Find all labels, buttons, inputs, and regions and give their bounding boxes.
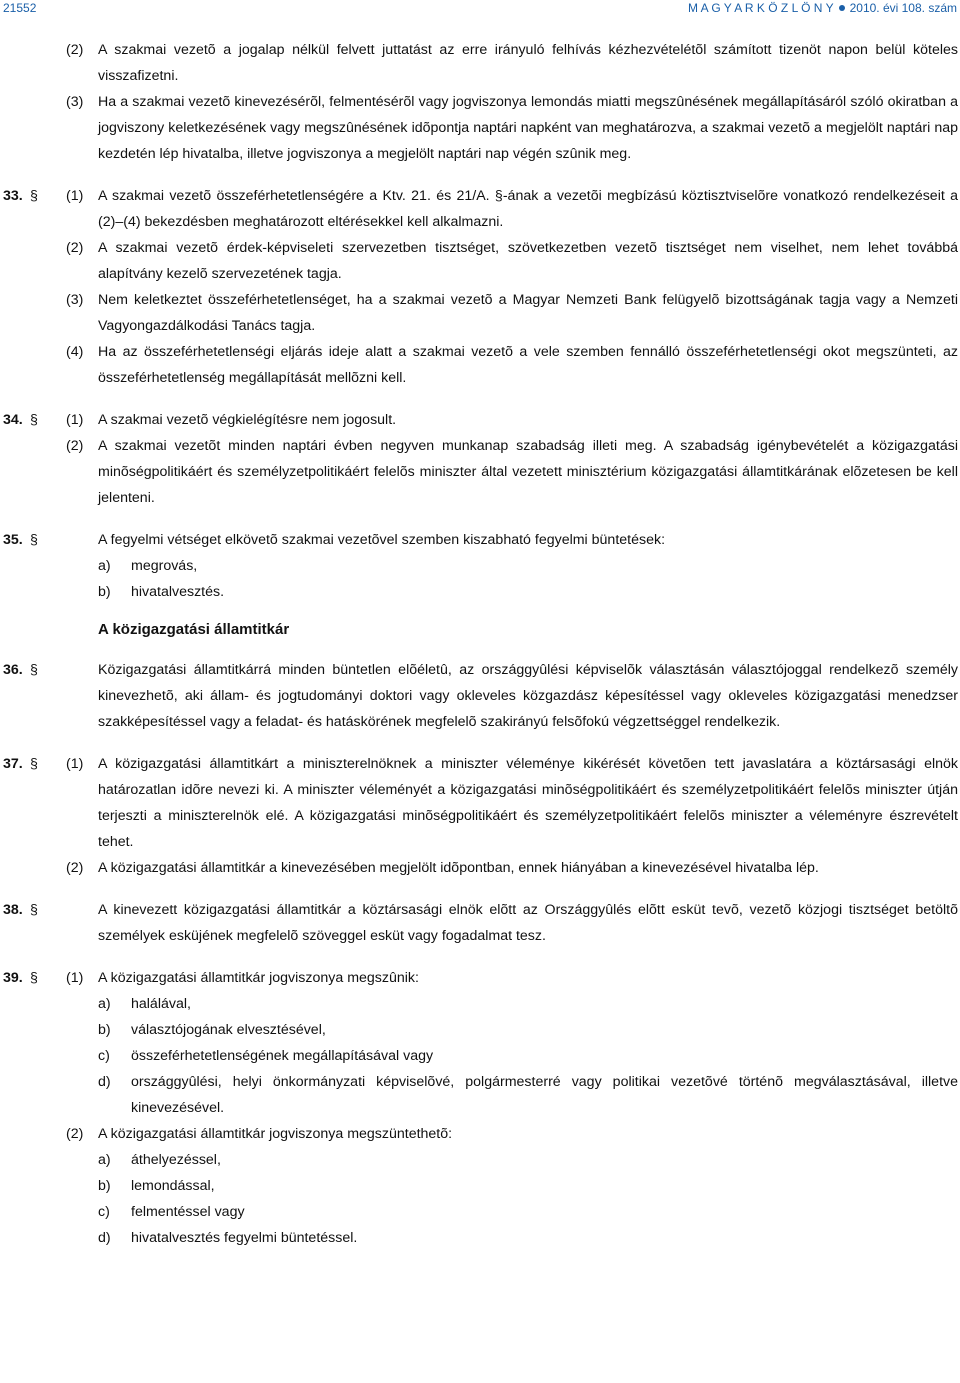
list-item [0, 1147, 960, 1173]
subsection-number: (1) [66, 412, 84, 428]
section-38 [0, 897, 960, 949]
section-33-4 [0, 339, 960, 391]
section-39-1 [0, 965, 960, 991]
journal-name: M A G Y A R K Ö Z L Ö N Y [687, 1, 834, 15]
list-text: választójogának elvesztésével, [131, 1022, 326, 1038]
section-sign: § [30, 412, 38, 428]
list-letter: d) [98, 1230, 111, 1246]
list-item [0, 1017, 960, 1043]
list-text: országgyûlési, helyi önkormányzati képviselõvé, polgármesterré vagy politikai vezetõvé történõ megválasztásával, illetve kinevezésével. [131, 1074, 958, 1116]
list-item [0, 991, 960, 1017]
subsection-number: (2) [66, 438, 84, 454]
list-letter: c) [98, 1048, 110, 1064]
section-34-1 [0, 407, 960, 433]
page-number: 21552 [3, 1, 37, 15]
section-33-2 [0, 235, 960, 287]
subsection-number: (2) [66, 860, 84, 876]
subsection-number: (1) [66, 756, 84, 772]
paragraph-text: A szakmai vezetõ a jogalap nélkül felvett juttatást az erre irányuló felhívás kézhezvételétõl számított tizenöt napon belül köteles visszafizetni. [98, 42, 958, 84]
section-35 [0, 527, 960, 553]
subsection-number: (2) [66, 240, 84, 256]
section-number: 33. [3, 188, 23, 204]
list-letter: a) [98, 996, 111, 1012]
paragraph-text: Nem keletkeztet összeférhetetlenséget, ha a szakmai vezetõ a Magyar Nemzeti Bank felügyelõ bizottságának tagja vagy a Nemzeti Vagyongazdálkodási Tanács tagja. [98, 292, 958, 334]
paragraph-text: A kinevezett közigazgatási államtitkár a köztársasági elnök elõtt az Országgyûlés elõtt esküt tevõ, vezetõ közjogi tisztséget betöltõ személyek esküjének megfelelõ szöveggel esküt vagy fogadalmat tesz. [98, 902, 958, 944]
list-letter: c) [98, 1204, 110, 1220]
list-text: összeférhetetlenségének megállapításával vagy [131, 1048, 434, 1064]
section-36 [0, 657, 960, 735]
paragraph-text: A fegyelmi vétséget elkövetõ szakmai vezetõvel szemben kiszabható fegyelmi büntetések: [98, 532, 666, 548]
page-header [0, 0, 960, 20]
section-34-2 [0, 433, 960, 511]
list-letter: b) [98, 1022, 111, 1038]
section-37-2 [0, 855, 960, 881]
paragraph-text: A közigazgatási államtitkárt a miniszterelnöknek a miniszter véleménye kikérését követõen tett javaslatára a köztársasági elnök határozatlan idõre nevezi ki. A miniszter véleményét a közigazgatási minõségpolitikáért és személyzetpolitikáért felelõs miniszter útján terjeszti a miniszterelnök elé. A közigazgatási minõségpolitikáért és személyzetpolitikáért felelõs miniszter a véleményre észrevételt tehet. [98, 756, 958, 850]
paragraph-text: A szakmai vezetõ végkielégítésre nem jogosult. [98, 412, 397, 428]
section-37-1 [0, 751, 960, 855]
list-letter: a) [98, 1152, 111, 1168]
section-sign: § [30, 970, 38, 986]
section-sign: § [30, 662, 38, 678]
subsection-number: (1) [66, 970, 84, 986]
list-item [0, 1043, 960, 1069]
subsection-number: (2) [66, 42, 84, 58]
list-item [0, 553, 960, 579]
journal-issue: 2010. évi 108. szám [849, 1, 957, 15]
section-number: 38. [3, 902, 23, 918]
section-33-3 [0, 287, 960, 339]
list-item [0, 1069, 960, 1121]
paragraph-text: A közigazgatási államtitkár jogviszonya megszûnik: [98, 970, 419, 986]
paragraph-text: A szakmai vezetõt minden naptári évben negyven munkanap szabadság illeti meg. A szabadság igénybevételét a közigazgatási minõségpolitikáért és személyzetpolitikáért felelõs miniszter által vezetett minisztérium közigazgatási államtitkárának elõzetesen be kell jelenteni. [98, 438, 958, 506]
paragraph-32-2 [0, 37, 960, 89]
section-sign: § [30, 532, 38, 548]
document-body [0, 37, 960, 1251]
paragraph-text: Ha az összeférhetetlenségi eljárás ideje alatt a szakmai vezetõ a vele szemben fennálló összeférhetetlenségi okot megszünteti, az összeférhetetlenség megállapítását mellõzni kell. [98, 344, 958, 386]
subsection-number: (3) [66, 94, 84, 110]
paragraph-text: A szakmai vezetõ összeférhetetlenségére a Ktv. 21. és 21/A. §-ának a vezetõi megbízású köztisztviselõre vonatkozó rendelkezéseit a (2)–(4) bekezdésben meghatározott eltérésekkel kell alkalmazni. [98, 188, 958, 230]
paragraph-text: Közigazgatási államtitkárrá minden büntetlen elõéletû, az országgyûlési képviselõk választásán választójoggal rendelkezõ személy kinevezhetõ, aki állam- és jogtudományi doktori vagy okleveles közgazdász képesítéssel vagy okleveles közigazgatási menedzser szakképesítéssel vagy a feladat- és hatáskörének megfelelõ szakirányú felsõfokú végzettséggel rendelkezik. [98, 662, 958, 730]
list-text: halálával, [131, 996, 191, 1012]
paragraph-text: A közigazgatási államtitkár jogviszonya megszüntethetõ: [98, 1126, 453, 1142]
list-letter: d) [98, 1074, 111, 1090]
section-sign: § [30, 902, 38, 918]
section-number: 35. [3, 532, 23, 548]
section-number: 36. [3, 662, 23, 678]
section-number: 34. [3, 412, 23, 428]
bullet-icon [839, 5, 845, 11]
section-sign: § [30, 188, 38, 204]
list-text: áthelyezéssel, [131, 1152, 221, 1168]
paragraph-text: Ha a szakmai vezetõ kinevezésérõl, felmentésérõl vagy jogviszonya lemondás miatti megszûnésének megállapításáról szóló okiratban a jogviszony keletkezésének vagy megszûnésének idõpontja naptári napként van meghatározva, a szakmai vezetõ a megjelölt naptári nap kezdetén lép hivatalba, illetve jogviszonya a megjelölt naptári nap végén szûnik meg. [98, 94, 958, 162]
section-heading: A közigazgatási államtitkár [98, 621, 290, 638]
subsection-number: (4) [66, 344, 84, 360]
section-39-2 [0, 1121, 960, 1147]
list-item [0, 1225, 960, 1251]
list-letter: a) [98, 558, 111, 574]
list-item [0, 1173, 960, 1199]
list-text: megrovás, [131, 558, 198, 574]
list-text: hivatalvesztés. [131, 584, 225, 600]
section-33-1 [0, 183, 960, 235]
subsection-number: (3) [66, 292, 84, 308]
paragraph-text: A közigazgatási államtitkár a kinevezésében megjelölt idõpontban, ennek hiányában a kinevezésével hivatalba lép. [98, 860, 819, 876]
subsection-number: (2) [66, 1126, 84, 1142]
section-sign: § [30, 756, 38, 772]
list-text: hivatalvesztés fegyelmi büntetéssel. [131, 1230, 358, 1246]
paragraph-text: A szakmai vezetõ érdek-képviseleti szervezetben tisztséget, szövetkezetben vezetõ tisztséget nem viselhet, nem lehet továbbá alapítvány kezelõ szervezetének tagja. [98, 240, 958, 282]
list-letter: b) [98, 584, 111, 600]
journal-title [688, 1, 957, 15]
list-text: felmentéssel vagy [131, 1204, 245, 1220]
list-item [0, 1199, 960, 1225]
section-number: 39. [3, 970, 23, 986]
list-text: lemondással, [131, 1178, 215, 1194]
subsection-number: (1) [66, 188, 84, 204]
section-number: 37. [3, 756, 23, 772]
paragraph-32-3 [0, 89, 960, 167]
list-letter: b) [98, 1178, 111, 1194]
list-item [0, 579, 960, 605]
